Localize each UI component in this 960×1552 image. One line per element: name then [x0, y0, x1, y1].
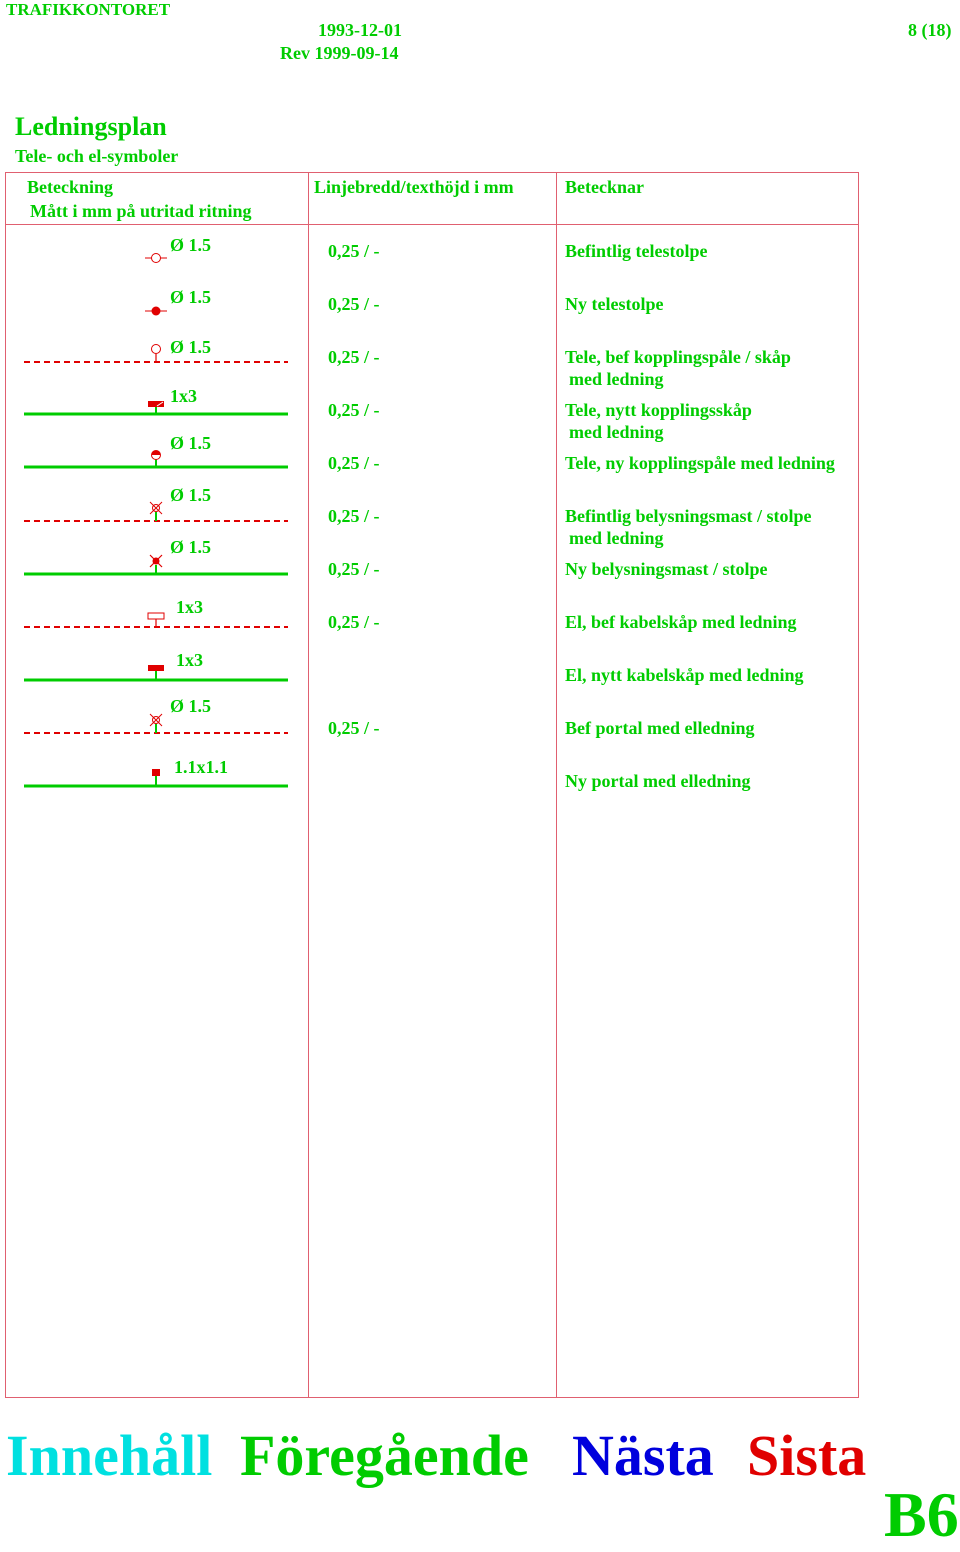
symbol-description: med ledning: [569, 422, 664, 442]
new-coupling-cabinet-icon: [24, 401, 288, 414]
col-header-symbol: Beteckning: [27, 177, 114, 197]
page-subtitle: Tele- och el-symboler: [15, 146, 179, 166]
symbol-description: Ny portal med elledning: [565, 771, 751, 791]
nav-next-link[interactable]: Nästa: [572, 1423, 714, 1488]
section-badge: B6: [884, 1479, 959, 1550]
existing-portal-icon: [24, 714, 288, 733]
symbol-description: Ny telestolpe: [565, 294, 664, 314]
dim-label: 1x3: [170, 386, 197, 406]
existing-lighting-mast-icon: [24, 502, 288, 521]
symbol-description: Befintlig telestolpe: [565, 241, 708, 261]
revision-date: Rev 1999-09-14: [280, 43, 399, 63]
dim-label: Ø 1.5: [170, 337, 212, 357]
dim-label: Ø 1.5: [170, 696, 212, 716]
page-number: 8 (18): [908, 20, 952, 40]
new-portal-icon: [24, 769, 288, 786]
existing-coupling-pole-icon: [24, 345, 288, 363]
symbol-description: Ny belysningsmast / stolpe: [565, 559, 768, 579]
line-width: 0,25 / -: [328, 294, 380, 314]
col-header-meaning: Betecknar: [565, 177, 644, 197]
symbol-description: El, bef kabelskåp med ledning: [565, 612, 797, 632]
dim-label: Ø 1.5: [170, 485, 212, 505]
line-width: 0,25 / -: [328, 347, 380, 367]
line-width: 0,25 / -: [328, 241, 380, 261]
nav-last-link[interactable]: Sista: [747, 1423, 867, 1488]
page-title: Ledningsplan: [15, 112, 167, 141]
dim-label: Ø 1.5: [170, 287, 212, 307]
new-coupling-pole-icon: [24, 451, 288, 468]
col-header-symbol-note: Mått i mm på utritad ritning: [30, 201, 252, 221]
line-width: 0,25 / -: [328, 718, 380, 738]
line-width: 0,25 / -: [328, 506, 380, 526]
symbol-description: Tele, nytt kopplingsskåp: [565, 400, 752, 420]
new-cable-cabinet-icon: [24, 665, 288, 680]
line-width: 0,25 / -: [328, 612, 380, 632]
dim-label: Ø 1.5: [170, 537, 212, 557]
existing-cable-cabinet-icon: [24, 613, 288, 627]
new-lighting-mast-icon: [24, 555, 288, 574]
dim-label: 1.1x1.1: [174, 757, 228, 777]
symbol-description: med ledning: [569, 528, 664, 548]
nav-previous-link[interactable]: Föregående: [240, 1423, 529, 1488]
dim-label: 1x3: [176, 650, 203, 670]
new-telepole-icon: [145, 307, 167, 316]
nav-contents-link[interactable]: Innehåll: [6, 1423, 213, 1488]
col-header-linewidth: Linjebredd/texthöjd i mm: [314, 177, 514, 197]
symbol-description: Tele, bef kopplingspåle / skåp: [565, 347, 791, 367]
line-width: 0,25 / -: [328, 559, 380, 579]
line-width: 0,25 / -: [328, 400, 380, 420]
document-date: 1993-12-01: [318, 20, 402, 40]
dim-label: Ø 1.5: [170, 433, 212, 453]
symbol-description: Bef portal med elledning: [565, 718, 755, 738]
symbol-description: Tele, ny kopplingspåle med ledning: [565, 453, 835, 473]
symbol-description: med ledning: [569, 369, 664, 389]
symbol-description: El, nytt kabelskåp med ledning: [565, 665, 804, 685]
existing-telepole-icon: [145, 254, 167, 263]
company-name: TRAFIKKONTORET: [6, 0, 171, 19]
line-width: 0,25 / -: [328, 453, 380, 473]
dim-label: 1x3: [176, 597, 203, 617]
symbol-description: Befintlig belysningsmast / stolpe: [565, 506, 812, 526]
dim-label: Ø 1.5: [170, 235, 212, 255]
